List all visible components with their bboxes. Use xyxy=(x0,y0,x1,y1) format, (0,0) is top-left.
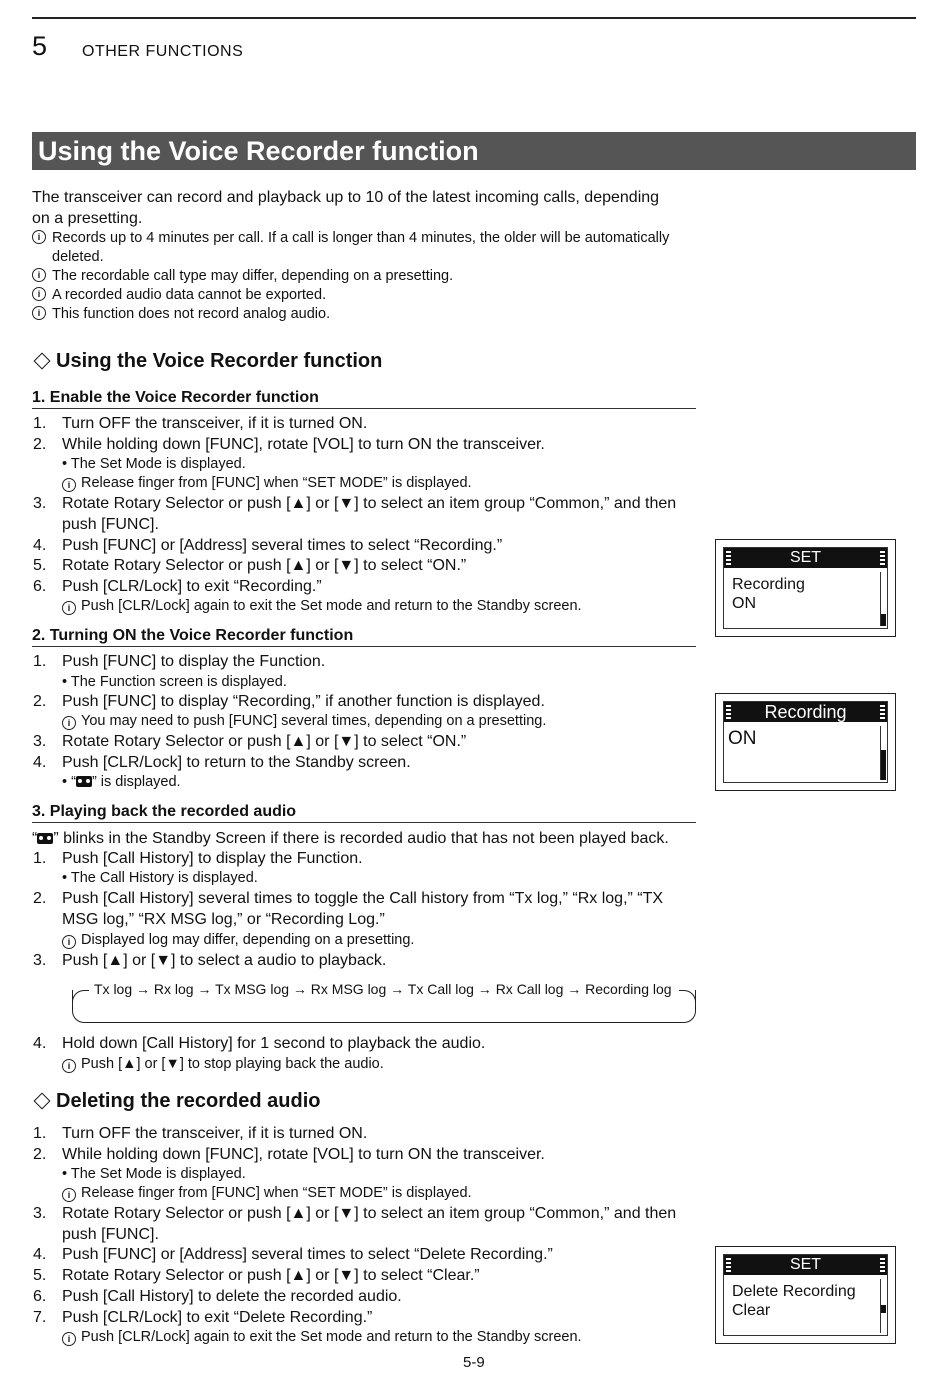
step-1-3: 3. Rotate Rotary Selector or push [▲] or [▼] to select an item group “Common,” and then push [FUNC]. xyxy=(33,495,677,533)
screen-line-2: ON xyxy=(732,595,756,612)
screen-scrollbar xyxy=(880,572,886,626)
info-icon: i xyxy=(32,287,46,301)
page-title: Using the Voice Recorder function xyxy=(38,136,479,166)
note-1-6: i Push [CLR/Lock] again to exit the Set mode and return to the Standby screen. xyxy=(62,597,582,616)
top-rule xyxy=(32,17,916,19)
screen-set-recording xyxy=(715,539,896,637)
del-step-2: 2. While holding down [FUNC], rotate [VOL] to turn ON the transceiver. xyxy=(33,1146,545,1163)
intro-note-3: i A recorded audio data cannot be exported. xyxy=(32,286,672,305)
del-note-7: i Push [CLR/Lock] again to exit the Set mode and return to the Standby screen. xyxy=(62,1328,582,1347)
recording-tape-icon xyxy=(37,833,53,844)
subsection-playback: 3. Playing back the recorded audio xyxy=(32,803,696,823)
step-3-1: 1. Push [Call History] to display the Function. xyxy=(33,850,363,867)
step-2-2: 2. Push [FUNC] to display “Recording,” if another function is displayed. xyxy=(33,693,545,710)
info-icon: i xyxy=(32,268,46,282)
intro-text: The transceiver can record and playback up to 10 of the latest incoming calls, depending on a presetting. xyxy=(32,189,660,227)
diamond-icon xyxy=(34,1092,51,1109)
step-2-4: 4. Push [CLR/Lock] to return to the Standby screen. xyxy=(33,754,411,771)
note-3-2: i Displayed log may differ, depending on a presetting. xyxy=(62,931,414,950)
section-heading-voice-recorder: Using the Voice Recorder function xyxy=(32,350,382,373)
section-heading-delete: Deleting the recorded audio xyxy=(32,1090,320,1113)
note-1-2b: i Release finger from [FUNC] when “SET MODE” is displayed. xyxy=(62,474,472,493)
step-1-2: 2. While holding down [FUNC], rotate [VOL] to turn ON the transceiver. xyxy=(33,436,545,453)
recording-tape-icon xyxy=(76,776,92,787)
step-3-2: 2. Push [Call History] several times to toggle the Call history from “Tx log,” “Rx log,” “TX MSG log,” “RX MSG log,” or “Recording Log.” xyxy=(33,890,664,928)
step-1-4: 4. Push [FUNC] or [Address] several times to select “Recording.” xyxy=(33,537,503,554)
step-1-6: 6. Push [CLR/Lock] to exit “Recording.” xyxy=(33,578,322,595)
info-icon: i xyxy=(62,478,76,492)
info-icon: i xyxy=(62,601,76,615)
subsection-enable: 1. Enable the Voice Recorder function xyxy=(32,389,696,409)
diamond-icon xyxy=(34,352,51,369)
screen-line-1: ON xyxy=(728,728,757,749)
note-3-4: i Push [▲] or [▼] to stop playing back the audio. xyxy=(62,1055,384,1074)
screen-line-2: Clear xyxy=(732,1302,771,1319)
intro-note-4: i This function does not record analog audio. xyxy=(32,305,672,324)
info-icon: i xyxy=(32,306,46,320)
intro-note-1: i Records up to 4 minutes per call. If a call is longer than 4 minutes, the older will be automatically deleted. xyxy=(32,229,672,267)
info-icon: i xyxy=(62,1332,76,1346)
note-2-1: • The Function screen is displayed. xyxy=(62,674,287,690)
note-2-4: • “ ” is displayed. xyxy=(62,774,181,790)
del-note-2b: i Release finger from [FUNC] when “SET MODE” is displayed. xyxy=(62,1184,472,1203)
note-2-2: i You may need to push [FUNC] several times, depending on a presetting. xyxy=(62,712,546,731)
call-history-cycle-diagram xyxy=(72,981,696,1023)
page-title-bar xyxy=(32,132,916,170)
del-note-2a: • The Set Mode is displayed. xyxy=(62,1166,246,1182)
step-3-4: 4. Hold down [Call History] for 1 second to playback the audio. xyxy=(33,1035,486,1052)
note-3-1: • The Call History is displayed. xyxy=(62,870,258,886)
del-step-6: 6. Push [Call History] to delete the recorded audio. xyxy=(33,1288,402,1305)
chapter-number: 5 xyxy=(32,31,48,61)
call-history-cycle-text: Tx log → Rx log → Tx MSG log → Rx MSG log → Tx Call log → Rx Call log → Recording log xyxy=(94,981,672,997)
playback-lead: “ ” blinks in the Standby Screen if there is recorded audio that has not been played back. xyxy=(32,830,669,847)
step-1-1: 1. Turn OFF the transceiver, if it is turned ON. xyxy=(33,415,368,432)
info-icon: i xyxy=(62,1188,76,1202)
screen-set-delete-recording xyxy=(715,1246,896,1344)
del-step-3: 3. Rotate Rotary Selector or push [▲] or [▼] to select an item group “Common,” and then push [FUNC]. xyxy=(33,1205,677,1243)
del-step-4: 4. Push [FUNC] or [Address] several times to select “Delete Recording.” xyxy=(33,1246,553,1263)
screen-recording-function xyxy=(715,693,896,791)
screen-header: SET xyxy=(789,1256,822,1273)
info-icon: i xyxy=(62,935,76,949)
screen-line-1: Recording xyxy=(732,576,805,593)
chapter-title: OTHER FUNCTIONS xyxy=(82,43,244,60)
del-step-1: 1. Turn OFF the transceiver, if it is turned ON. xyxy=(33,1125,368,1142)
info-icon: i xyxy=(62,716,76,730)
screen-scrollbar xyxy=(880,726,886,780)
screen-header: Recording xyxy=(764,702,847,722)
step-3-3: 3. Push [▲] or [▼] to select a audio to playback. xyxy=(33,952,387,969)
screen-header: SET xyxy=(789,549,822,566)
intro-block xyxy=(32,187,672,324)
screen-scrollbar xyxy=(880,1279,886,1333)
step-1-5: 5. Rotate Rotary Selector or push [▲] or [▼] to select “ON.” xyxy=(33,557,467,574)
info-icon: i xyxy=(62,1059,76,1073)
info-icon: i xyxy=(32,230,46,244)
step-2-1: 1. Push [FUNC] to display the Function. xyxy=(33,653,326,670)
del-step-7: 7. Push [CLR/Lock] to exit “Delete Recording.” xyxy=(33,1309,373,1326)
page-number: 5-9 xyxy=(463,1354,485,1371)
subsection-turn-on: 2. Turning ON the Voice Recorder function xyxy=(32,627,696,647)
del-step-5: 5. Rotate Rotary Selector or push [▲] or [▼] to select “Clear.” xyxy=(33,1267,480,1284)
note-1-2a: • The Set Mode is displayed. xyxy=(62,456,246,472)
intro-note-2: i The recordable call type may differ, depending on a presetting. xyxy=(32,267,672,286)
step-2-3: 3. Rotate Rotary Selector or push [▲] or [▼] to select “ON.” xyxy=(33,733,467,750)
screen-line-1: Delete Recording xyxy=(732,1283,856,1300)
